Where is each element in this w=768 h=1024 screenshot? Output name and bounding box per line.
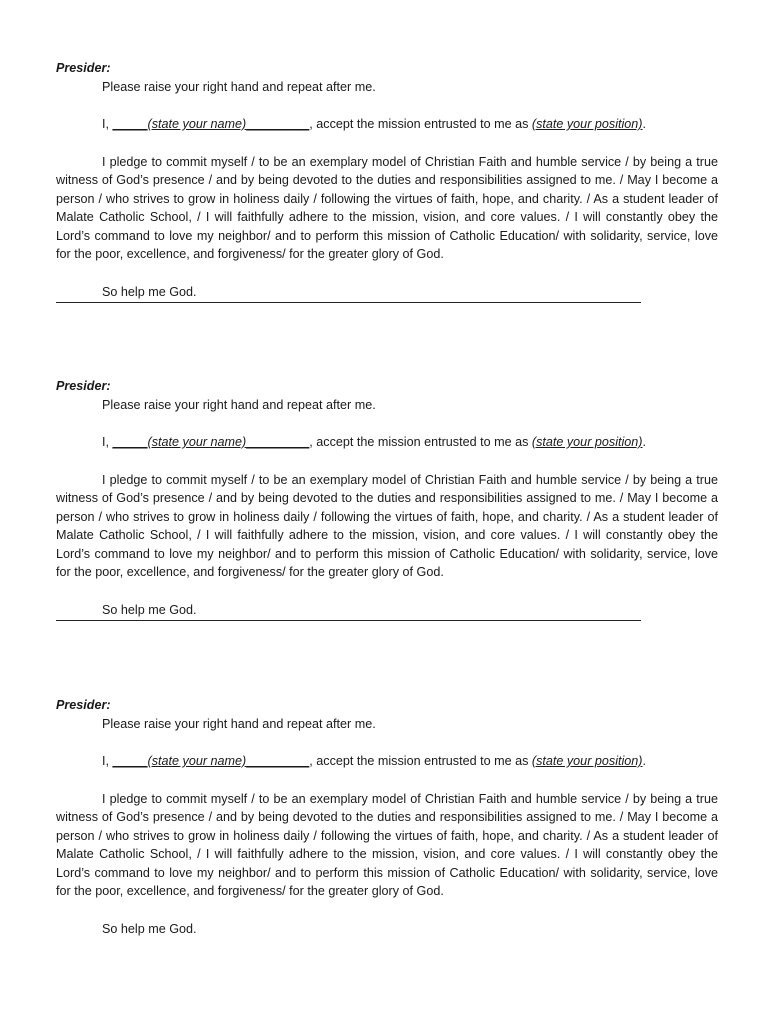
name-blank-lead: _____ bbox=[112, 435, 148, 449]
name-placeholder: (state your name) bbox=[147, 435, 247, 449]
oath-prefix: I, bbox=[102, 754, 113, 768]
name-blank bbox=[113, 435, 310, 449]
position-placeholder: (state your position) bbox=[531, 117, 643, 131]
oath-end: . bbox=[642, 435, 646, 449]
name-blank bbox=[113, 117, 310, 131]
name-blank bbox=[113, 754, 310, 768]
presider-label: Presider: bbox=[56, 61, 111, 75]
name-blank-trail: _________ bbox=[246, 117, 310, 131]
oath-middle: , accept the mission entrusted to me as bbox=[309, 754, 532, 768]
presider-label: Presider: bbox=[56, 698, 111, 712]
oath-end: . bbox=[642, 754, 646, 768]
instruction-text: Please raise your right hand and repeat after me. bbox=[102, 716, 376, 731]
oath-section-2 bbox=[56, 377, 718, 621]
oath-middle: , accept the mission entrusted to me as bbox=[309, 435, 532, 449]
pledge-paragraph: I pledge to commit myself / to be an exemplary model of Christian Faith and humble service / by being a true witness of God’s presence / and by being devoted to the duties and responsibilities assigned to me. / May I become a person / who strives to grow in holiness daily / following the virtues of faith, hope, and charity. / As a student leader of Malate Catholic School, / I will faithfully adhere to the mission, vision, and core values. / I will constantly obey the Lord’s command to love my neighbor/ and to perform this mission of Catholic Education/ with solidarity, service, love for the poor, excellence, and forgiveness/ for the greater glory of God. bbox=[56, 154, 718, 261]
oath-end: . bbox=[642, 117, 646, 131]
pledge-paragraph: I pledge to commit myself / to be an exemplary model of Christian Faith and humble service / by being a true witness of God’s presence / and by being devoted to the duties and responsibilities assigned to me. / May I become a person / who strives to grow in holiness daily / following the virtues of faith, hope, and charity. / As a student leader of Malate Catholic School, / I will faithfully adhere to the mission, vision, and core values. / I will constantly obey the Lord’s command to love my neighbor/ and to perform this mission of Catholic Education/ with solidarity, service, love for the poor, excellence, and forgiveness/ for the greater glory of God. bbox=[56, 472, 718, 579]
oath-middle: , accept the mission entrusted to me as bbox=[309, 117, 532, 131]
name-blank-lead: _____ bbox=[112, 754, 148, 768]
presider-label: Presider: bbox=[56, 379, 111, 393]
oath-section-1 bbox=[56, 59, 718, 303]
oath-prefix: I, bbox=[102, 117, 113, 131]
oath-line bbox=[56, 433, 718, 452]
closing-text: So help me God. bbox=[102, 602, 197, 617]
name-placeholder: (state your name) bbox=[147, 754, 247, 768]
name-blank-trail: _________ bbox=[246, 435, 310, 449]
closing-text: So help me God. bbox=[102, 284, 197, 299]
section-divider bbox=[56, 620, 641, 621]
oath-section-3 bbox=[56, 696, 718, 938]
name-placeholder: (state your name) bbox=[147, 117, 247, 131]
name-blank-trail: _________ bbox=[246, 754, 310, 768]
oath-line bbox=[56, 115, 718, 134]
section-divider bbox=[56, 302, 641, 303]
pledge-paragraph: I pledge to commit myself / to be an exemplary model of Christian Faith and humble service / by being a true witness of God’s presence / and by being devoted to the duties and responsibilities assigned to me. / May I become a person / who strives to grow in holiness daily / following the virtues of faith, hope, and charity. / As a student leader of Malate Catholic School, / I will faithfully adhere to the mission, vision, and core values. / I will constantly obey the Lord’s command to love my neighbor/ and to perform this mission of Catholic Education/ with solidarity, service, love for the poor, excellence, and forgiveness/ for the greater glory of God. bbox=[56, 791, 718, 898]
oath-line bbox=[56, 752, 718, 771]
position-placeholder: (state your position) bbox=[531, 435, 643, 449]
closing-text: So help me God. bbox=[102, 921, 197, 936]
name-blank-lead: _____ bbox=[112, 117, 148, 131]
instruction-text: Please raise your right hand and repeat after me. bbox=[102, 79, 376, 94]
oath-prefix: I, bbox=[102, 435, 113, 449]
position-placeholder: (state your position) bbox=[531, 754, 643, 768]
instruction-text: Please raise your right hand and repeat after me. bbox=[102, 397, 376, 412]
